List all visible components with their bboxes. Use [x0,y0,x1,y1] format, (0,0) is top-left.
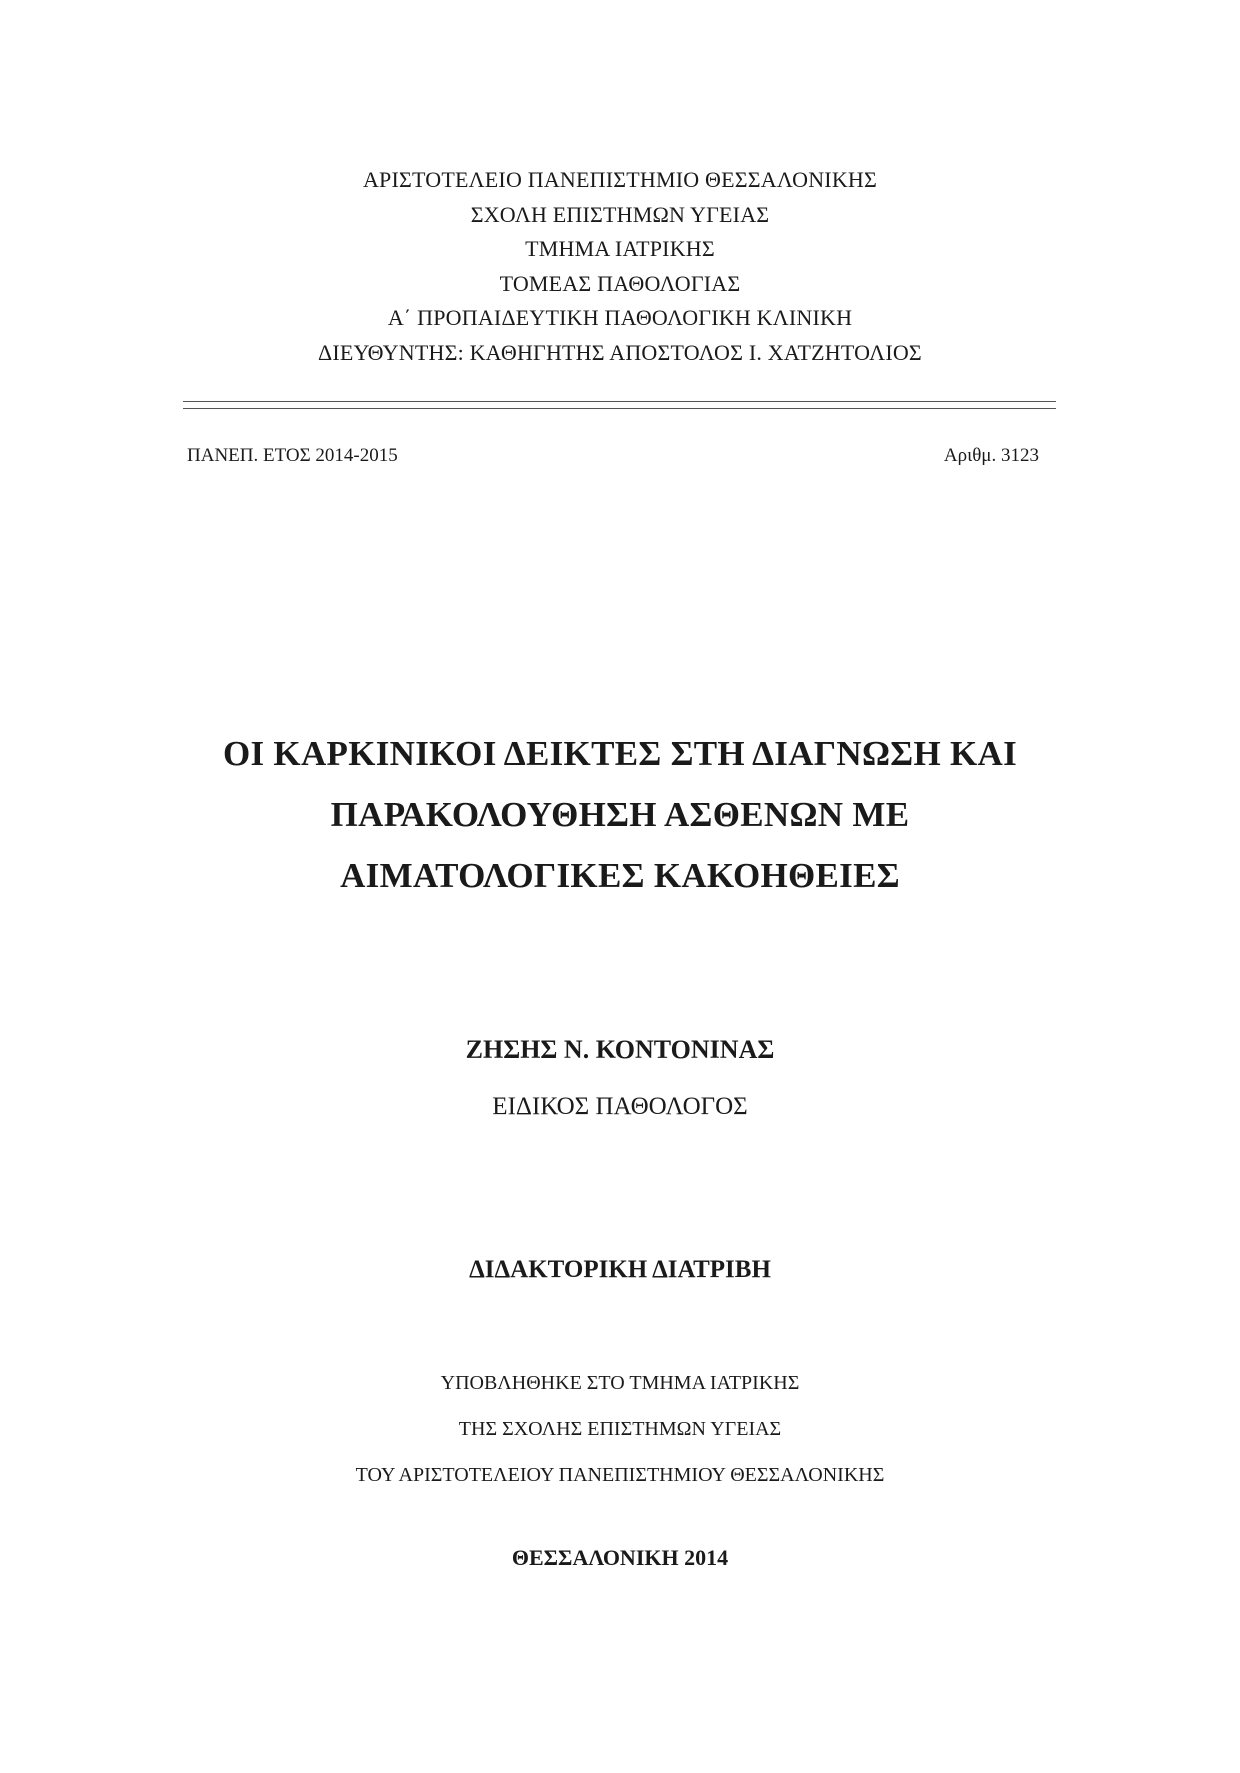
title-line-2: ΠΑΡΑΚΟΛΟΥΘΗΣΗ ΑΣΘΕΝΩΝ ΜΕ [330,795,910,834]
header-divider-top [183,401,1056,402]
title-line-3: ΑΙΜΑΤΟΛΟΓΙΚΕΣ ΚΑΚΟΗΘΕΙΕΣ [340,856,900,895]
department-name: ΤΜΗΜΑ ΙΑΤΡΙΚΗΣ [525,236,715,261]
institution-header [0,163,1240,370]
submission-statement [0,1360,1240,1498]
place-and-year: ΘΕΣΣΑΛΟΝΙΚΗ 2014 [511,1545,729,1570]
school-name: ΣΧΟΛΗ ΕΠΙΣΤΗΜΩΝ ΥΓΕΙΑΣ [470,201,770,227]
author-name: ΖΗΣΗΣ Ν. ΚΟΝΤΟΝΙΝΑΣ [465,1035,775,1064]
header-divider-bottom [183,408,1056,409]
submission-line-3: ΤΟΥ ΑΡΙΣΤΟΤΕΛΕΙΟΥ ΠΑΝΕΠΙΣΤΗΜΙΟΥ ΘΕΣΣΑΛΟΝΙΚΗΣ [355,1464,885,1486]
thesis-number: Αριθμ. 3123 [943,445,1039,466]
author-title: ΕΙΔΙΚΟΣ ΠΑΘΟΛΟΓΟΣ [492,1093,748,1120]
submission-line-1: ΥΠΟΒΛΗΘΗΚΕ ΣΤΟ ΤΜΗΜΑ ΙΑΤΡΙΚΗΣ [440,1372,800,1394]
thesis-title [0,723,1240,906]
thesis-type: ΔΙΔΑΚΤΟΡΙΚΗ ΔΙΑΤΡΙΒΗ [469,1256,771,1283]
clinic-name: Α΄ ΠΡΟΠΑΙΔΕΥΤΙΚΗ ΠΑΘΟΛΟΓΙΚΗ ΚΛΙΝΙΚΗ [387,305,853,330]
director-line: ΔΙΕΥΘΥΝΤΗΣ: ΚΑΘΗΓΗΤΗΣ ΑΠΟΣΤΟΛΟΣ Ι. ΧΑΤΖΗΤΟΛΙΟΣ [318,339,922,365]
academic-year: ΠΑΝΕΠ. ΕΤΟΣ 2014-2015 [187,445,398,466]
submission-line-2: ΤΗΣ ΣΧΟΛΗΣ ΕΠΙΣΤΗΜΩΝ ΥΓΕΙΑΣ [458,1418,782,1440]
university-name: ΑΡΙΣΤΟΤΕΛΕΙΟ ΠΑΝΕΠΙΣΤΗΜΙΟ ΘΕΣΣΑΛΟΝΙΚΗΣ [362,167,878,192]
sector-name: ΤΟΜΕΑΣ ΠΑΘΟΛΟΓΙΑΣ [499,270,741,296]
title-line-1: ΟΙ ΚΑΡΚΙΝΙΚΟΙ ΔΕΙΚΤΕΣ ΣΤΗ ΔΙΑΓΝΩΣΗ ΚΑΙ [222,734,1018,773]
